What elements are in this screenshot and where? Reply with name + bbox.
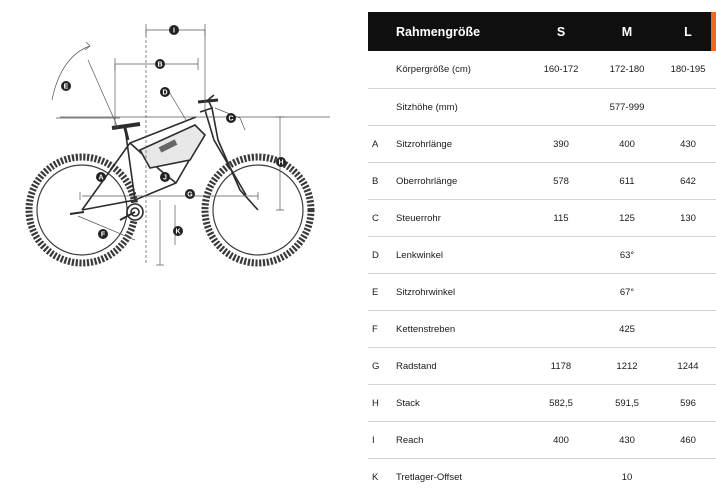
table-row: K Tretlager-Offset 10 <box>372 471 633 483</box>
header-title: Rahmengröße <box>396 24 481 39</box>
table-row: B Oberrohrlänge 578 611 642 <box>368 163 716 200</box>
svg-text:K: K <box>175 228 181 236</box>
marker-j <box>160 172 170 182</box>
table-row: D Lenkwinkel 63° <box>368 237 716 274</box>
header-size-l: L <box>684 24 692 39</box>
table-row: G Radstand 1178 1212 1244 <box>368 348 716 385</box>
svg-text:H: H <box>278 159 284 167</box>
marker-i <box>169 25 179 35</box>
header-size-m: M <box>621 24 633 39</box>
svg-text:E: E <box>63 83 69 91</box>
marker-a <box>96 172 106 182</box>
svg-text:I: I <box>173 27 175 35</box>
svg-text:J: J <box>163 174 167 182</box>
table-row: Körpergröße (cm) 160-172 172-180 180-195 <box>368 51 716 89</box>
table-header <box>368 12 716 51</box>
svg-text:G: G <box>187 191 193 199</box>
svg-text:D: D <box>162 89 168 97</box>
table-row: H Stack 582,5 591,5 596 <box>368 385 716 422</box>
marker-c <box>226 113 236 123</box>
marker-d <box>160 87 170 97</box>
table-row: C Steuerrohr 115 125 130 <box>368 200 716 237</box>
marker-f <box>98 229 108 239</box>
marker-g <box>185 189 195 199</box>
table-row: I Reach 400 430 460 <box>368 422 716 459</box>
marker-b <box>155 59 165 69</box>
marker-e <box>61 81 71 91</box>
svg-text:B: B <box>157 61 163 69</box>
bike-geometry-diagram <box>0 0 352 475</box>
header-accent-bar <box>711 12 716 51</box>
header-size-s: S <box>556 24 566 39</box>
table-row: E Sitzrohrwinkel 67° <box>368 274 716 311</box>
table-row: F Kettenstreben 425 <box>368 311 716 348</box>
geometry-table <box>368 12 716 495</box>
marker-k <box>173 226 183 236</box>
table-row: Sitzhöhe (mm) 577-999 <box>368 89 716 126</box>
svg-text:A: A <box>98 174 104 182</box>
svg-text:C: C <box>228 115 234 123</box>
marker-h <box>276 157 286 167</box>
table-row: A Sitzrohrlänge 390 400 430 <box>368 126 716 163</box>
svg-text:F: F <box>100 231 106 239</box>
